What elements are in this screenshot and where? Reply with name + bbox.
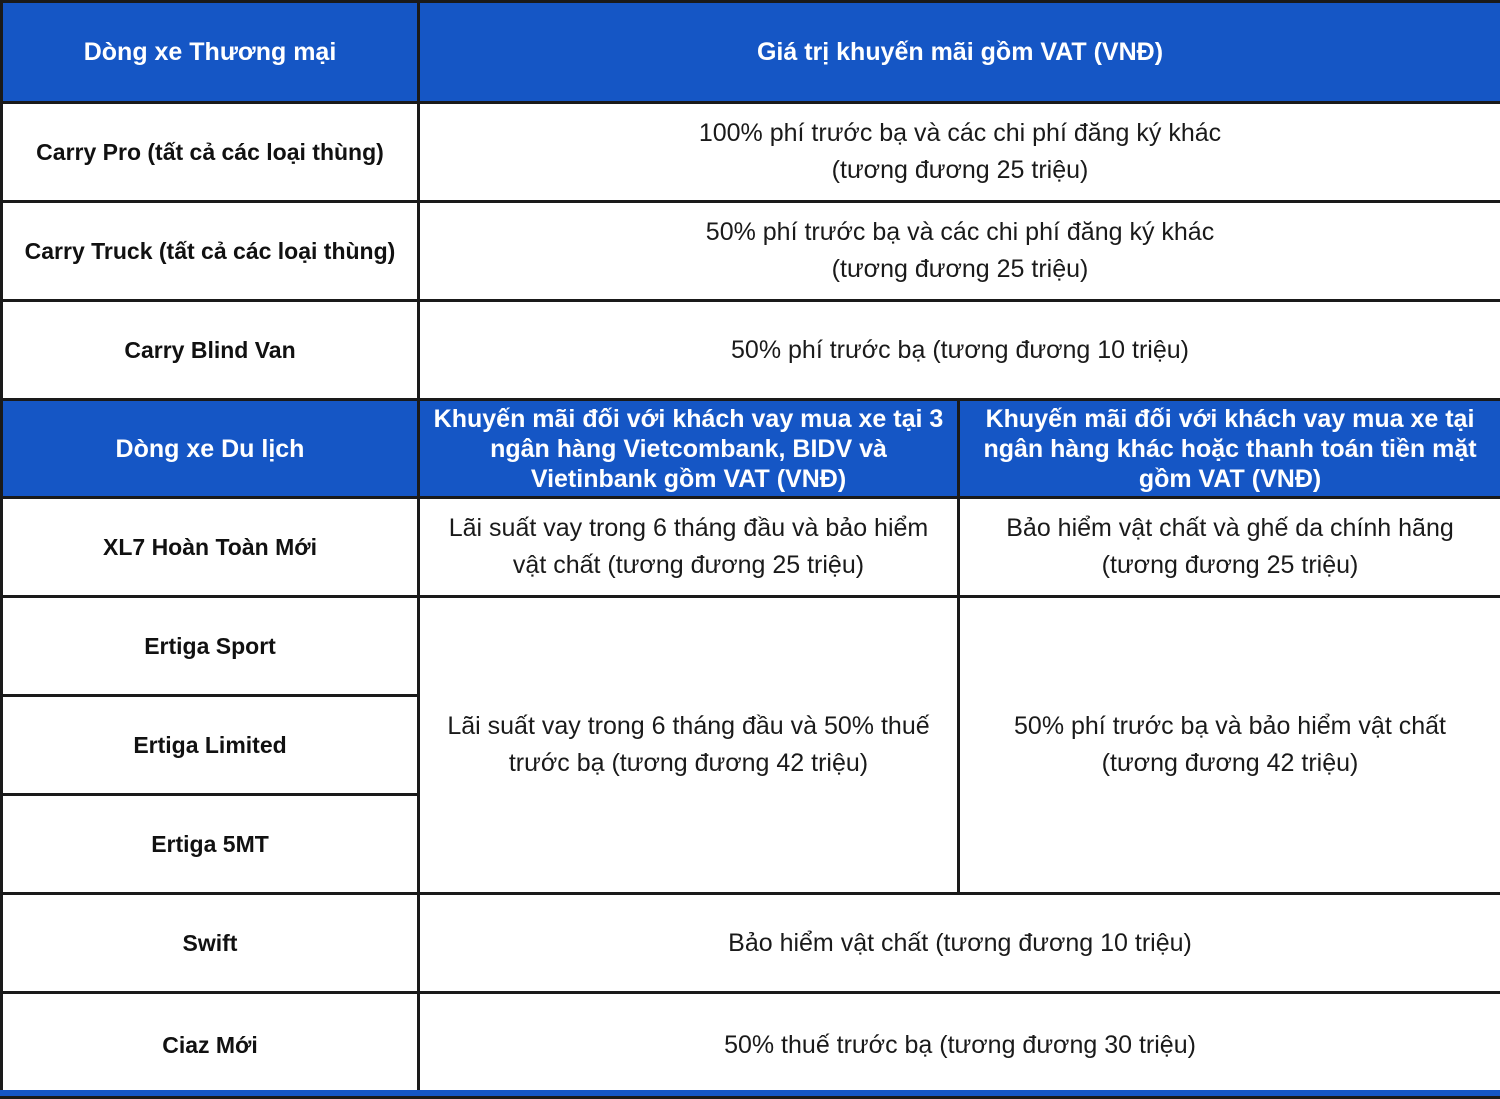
value-line: Bảo hiểm vật chất và ghế da chính hãng — [970, 510, 1490, 547]
bank-loan-cell — [419, 498, 959, 597]
header-other-payment: Khuyến mãi đối với khách vay mua xe tại ngân hàng khác hoặc thanh toán tiền mặt gồm VAT (VNĐ) — [959, 400, 1500, 498]
table-row — [2, 597, 1500, 696]
value-line: vật chất (tương đương 25 triệu) — [430, 547, 947, 584]
bank-loan-cell — [419, 597, 959, 894]
header-commercial-value: Giá trị khuyến mãi gồm VAT (VNĐ) — [419, 2, 1500, 103]
model-cell: Carry Blind Van — [2, 301, 419, 400]
value-cell — [419, 202, 1500, 301]
value-line: (tương đương 25 triệu) — [430, 251, 1490, 288]
commercial-header-row — [2, 2, 1500, 103]
table-row — [2, 894, 1500, 993]
value-cell — [419, 103, 1500, 202]
value-line: 100% phí trước bạ và các chi phí đăng ký khác — [430, 115, 1490, 152]
value-line: Lãi suất vay trong 6 tháng đầu và 50% thuế — [430, 708, 947, 745]
model-cell: XL7 Hoàn Toàn Mới — [2, 498, 419, 597]
value-line: (tương đương 42 triệu) — [970, 745, 1490, 782]
table-row — [2, 301, 1500, 400]
other-payment-cell — [959, 597, 1500, 894]
value-line: Lãi suất vay trong 6 tháng đầu và bảo hiểm — [430, 510, 947, 547]
value-line: (tương đương 25 triệu) — [970, 547, 1490, 584]
model-cell: Carry Pro (tất cả các loại thùng) — [2, 103, 419, 202]
table-row — [2, 103, 1500, 202]
model-cell: Ertiga 5MT — [2, 795, 419, 894]
value-line: 50% phí trước bạ và các chi phí đăng ký khác — [430, 214, 1490, 251]
other-payment-cell — [959, 498, 1500, 597]
table-row — [2, 202, 1500, 301]
header-commercial-model: Dòng xe Thương mại — [2, 2, 419, 103]
header-bank-loan: Khuyến mãi đối với khách vay mua xe tại 3 ngân hàng Vietcombank, BIDV và Vietinbank gồm VAT (VNĐ) — [419, 400, 959, 498]
table-row — [2, 498, 1500, 597]
model-cell: Swift — [2, 894, 419, 993]
value-cell: 50% thuế trước bạ (tương đương 30 triệu) — [419, 993, 1500, 1098]
model-cell: Ertiga Limited — [2, 696, 419, 795]
value-cell: 50% phí trước bạ (tương đương 10 triệu) — [419, 301, 1500, 400]
table-row — [2, 993, 1500, 1098]
header-passenger-model: Dòng xe Du lịch — [2, 400, 419, 498]
value-line: 50% phí trước bạ và bảo hiểm vật chất — [970, 708, 1490, 745]
model-cell: Ertiga Sport — [2, 597, 419, 696]
value-line: trước bạ (tương đương 42 triệu) — [430, 745, 947, 782]
value-cell: Bảo hiểm vật chất (tương đương 10 triệu) — [419, 894, 1500, 993]
value-line: (tương đương 25 triệu) — [430, 152, 1490, 189]
bottom-accent-bar — [0, 1090, 1500, 1096]
model-cell: Ciaz Mới — [2, 993, 419, 1098]
passenger-header-row — [2, 400, 1500, 498]
model-cell: Carry Truck (tất cả các loại thùng) — [2, 202, 419, 301]
